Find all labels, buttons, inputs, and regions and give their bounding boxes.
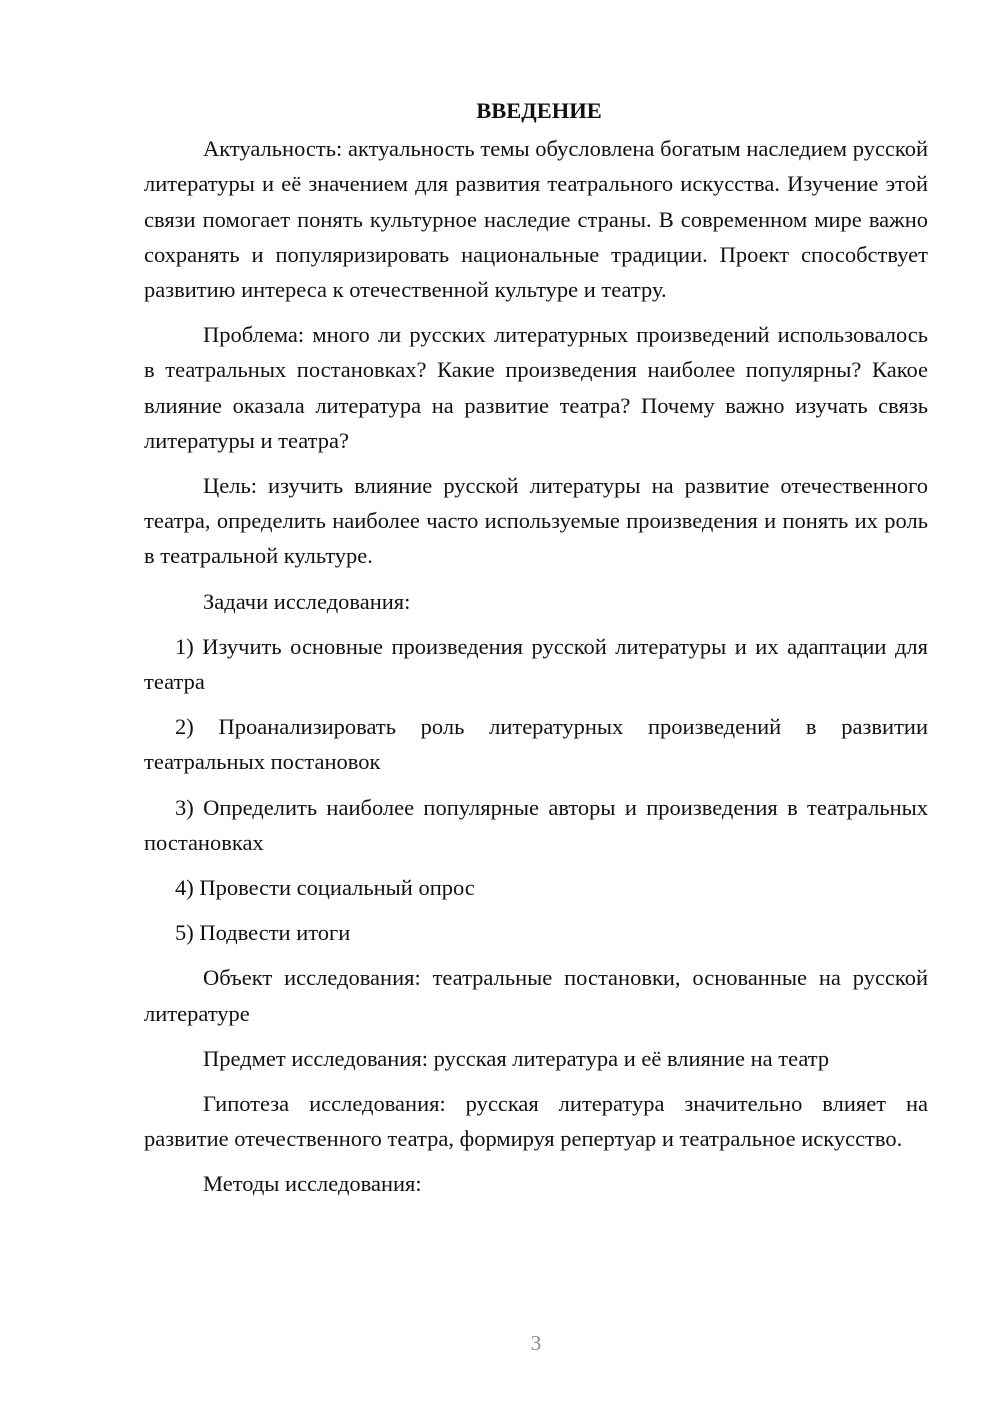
task-item-4: 4) Провести социальный опрос [175, 875, 475, 901]
methods-heading: Методы исследования: [203, 1171, 422, 1197]
object-paragraph: Объект исследования: театральные постановки, основанные на русской литературе [144, 965, 928, 1026]
tasks-heading: Задачи исследования: [203, 588, 411, 614]
page-number: 3 [530, 1331, 542, 1355]
task-item-2: 2) Проанализировать роль литературных произведений в развитии театральных постановок [144, 714, 928, 775]
page-title: ВВЕДЕНИЕ [476, 98, 602, 123]
page-content [144, 93, 928, 1212]
problem-paragraph: Проблема: много ли русских литературных произведений использовалось в театральных постановках? Какие произведения наиболее популярны? Какое влияние оказала литература на развитие театра? Почему важно изучать связь литературы и театра? [144, 322, 928, 453]
goal-paragraph: Цель: изучить влияние русской литературы на развитие отечественного театра, определить наиболее часто используемые произведения и понять их роль в театральной культуре. [144, 473, 928, 569]
relevance-paragraph: Актуальность: актуальность темы обусловлена богатым наследием русской литературы и её значением для развития театрального искусства. Изучение этой связи помогает понять культурное наследие страны. В современном мире важно сохранять и популяризировать национальные традиции. Проект способствует развитию интереса к отечественной культуре и театру. [144, 136, 928, 303]
task-item-3: 3) Определить наиболее популярные авторы и произведения в театральных постановках [144, 794, 928, 855]
subject-paragraph: Предмет исследования: русская литература и её влияние на театр [203, 1045, 830, 1071]
task-item-5: 5) Подвести итоги [175, 920, 351, 946]
task-item-1: 1) Изучить основные произведения русской литературы и их адаптации для театра [144, 633, 928, 695]
hypothesis-paragraph: Гипотеза исследования: русская литература значительно влияет на развитие отечественного театра, формируя репертуар и театральное искусство. [144, 1091, 928, 1152]
